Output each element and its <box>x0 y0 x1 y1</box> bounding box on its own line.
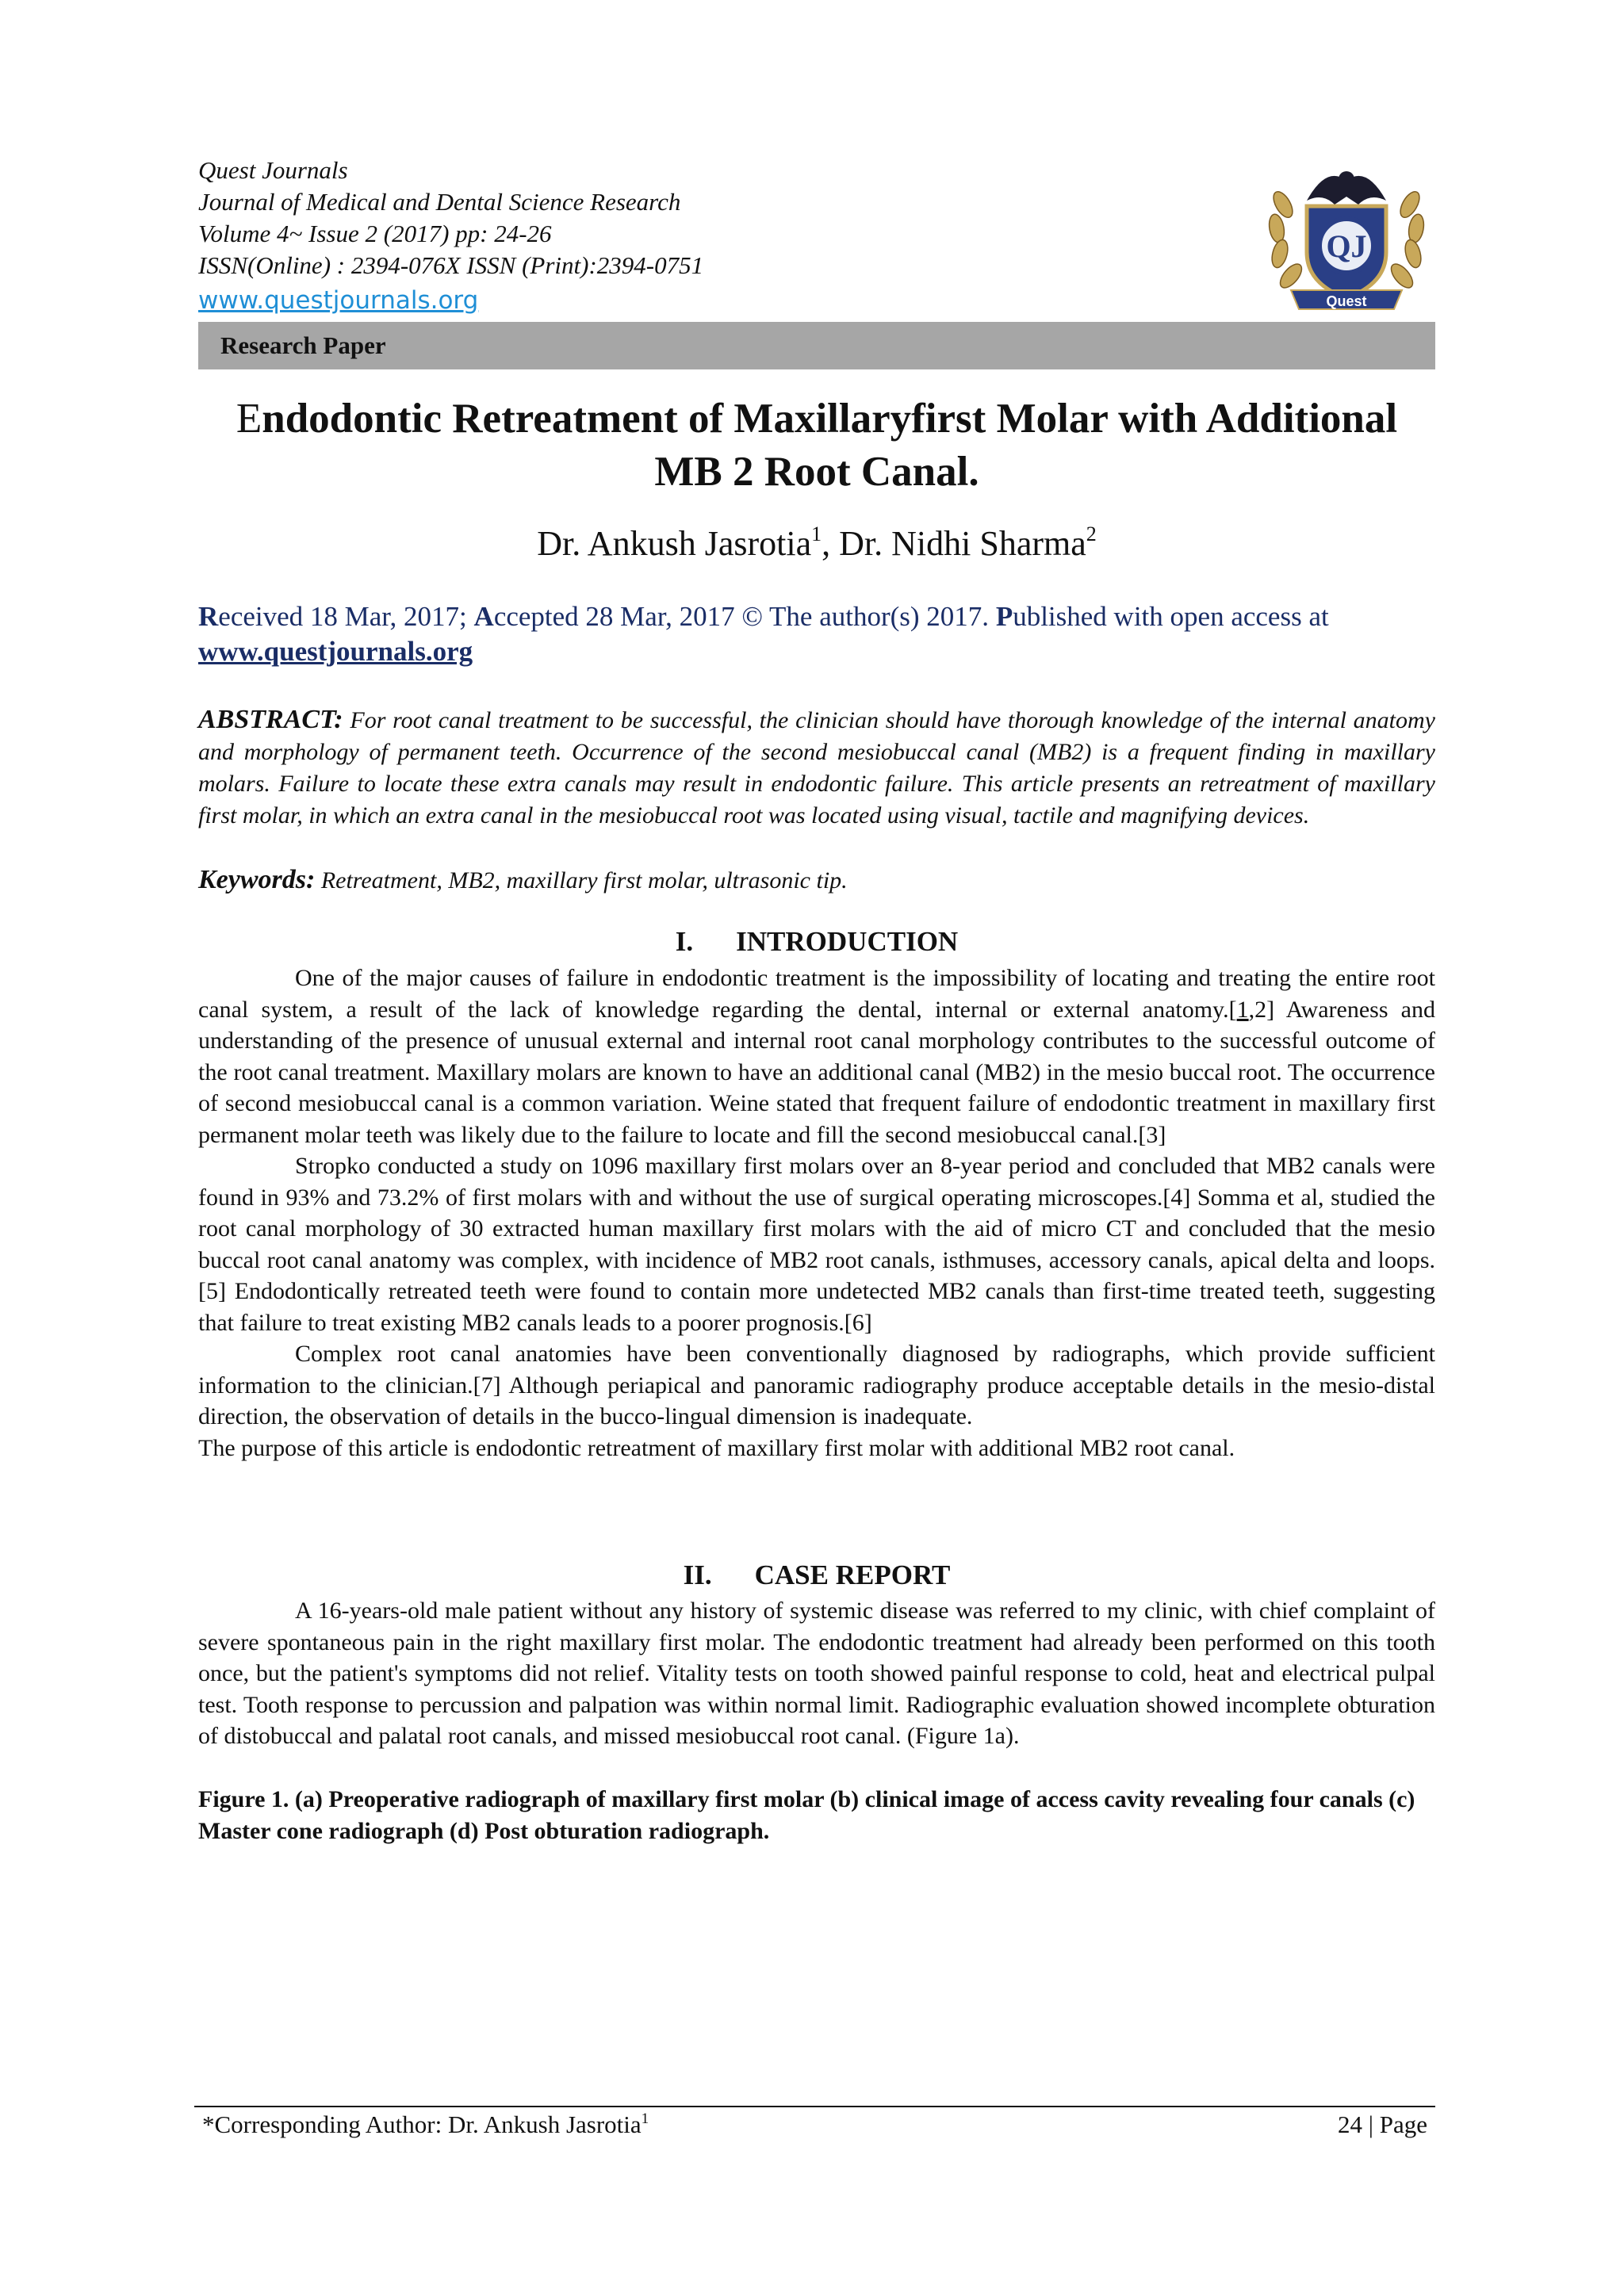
keywords-label: Keywords: <box>198 865 316 894</box>
paragraph-text: ,2] Awareness and understanding of the presence of unusual external and internal root canal morphology contributes to the successful outcome of the root canal treatment. Maxillary molars are known to have an additional canal (MB2) in the mesio buccal root. The occurrence of second mesiobuccal canal is a common variation. Weine stated that frequent failure of endodontic treatment in maxillary first permanent molar teeth was likely due to the failure to locate and fill the second mesiobuccal canal.[3] <box>198 996 1435 1148</box>
section-title: CASE REPORT <box>754 1559 951 1590</box>
quest-journals-logo <box>1259 157 1434 316</box>
received-text: eceived 18 Mar, 2017; <box>218 601 474 632</box>
abstract-text: For root canal treatment to be successful, the clinician should have thorough knowledge of the internal anatomy and morphology of permanent teeth. Occurrence of the second mesiobuccal canal (MB2) is a frequent finding in maxillary molars. Failure to locate these extra canals may result in endodontic failure. This article presents an retreatment of maxillary first molar, in which an extra canal in the mesiobuccal root was located using visual, tactile and magnifying devices. <box>198 707 1435 828</box>
paragraph: The purpose of this article is endodontic retreatment of maxillary first molar with additional MB2 root canal. <box>198 1434 1235 1461</box>
title-line1: ndodontic Retreatment of Maxillaryfirst Molar with Additional <box>262 396 1398 442</box>
section-number: II. <box>683 1559 712 1590</box>
section-heading-case-report <box>198 1559 1435 1591</box>
section-number: I. <box>675 926 694 957</box>
title-line2: MB 2 Root Canal. <box>654 449 979 495</box>
paper-type-label: Research Paper <box>220 331 386 359</box>
logo-ribbon-text: Quest <box>1326 293 1367 309</box>
author-affiliation-mark: 2 <box>1086 522 1097 545</box>
author-name: Dr. Nidhi Sharma <box>839 524 1086 563</box>
journal-url-link[interactable]: www.questjournals.org <box>198 286 479 315</box>
author-separator: , <box>822 524 840 563</box>
journal-header <box>198 155 1229 316</box>
footer-divider <box>194 2106 1435 2107</box>
accepted-text: ccepted 28 Mar, 2017 © The author(s) 2017. <box>493 601 996 632</box>
journal-line: Quest Journals <box>198 156 348 184</box>
author-list <box>198 523 1435 564</box>
abstract <box>198 704 1435 832</box>
page-number: 24 | Page <box>1338 2110 1427 2138</box>
logo-letters: QJ <box>1326 228 1367 264</box>
paragraph <box>198 962 1435 1150</box>
figure-caption: Figure 1. (a) Preoperative radiograph of maxillary first molar (b) clinical image of access cavity revealing four canals (c) Master cone radiograph (d) Post obturation radiograph. <box>198 1786 1415 1844</box>
corresponding-author-footnote <box>202 2110 649 2139</box>
published-text: ublished with open access at <box>1013 601 1329 632</box>
author-name: Dr. Ankush Jasrotia <box>537 524 812 563</box>
paper-type-bar <box>198 322 1435 369</box>
accepted-initial: A <box>473 601 494 632</box>
section-heading-introduction <box>198 926 1435 958</box>
paragraph: A 16-years-old male patient without any history of systemic disease was referred to my clinic, with chief complaint of severe spontaneous pain in the right maxillary first molar. The endodontic treatment had already been performed on this tooth once, but the patient's symptoms did not relief. Vitality tests on tooth showed painful response to cold, heat and electrical pulpal test. Tooth response to percussion and palpation was within normal limit. Radiographic evaluation showed incomplete obturation of distobuccal and palatal root canals, and missed mesiobuccal root canal. (Figure 1a). <box>198 1598 1435 1749</box>
published-initial: P <box>995 601 1013 632</box>
paper-title <box>198 392 1435 499</box>
received-accepted-line <box>198 599 1435 669</box>
title-first-letter: E <box>236 396 262 442</box>
section-title: INTRODUCTION <box>736 926 959 957</box>
abstract-label: ABSTRACT: <box>198 705 343 734</box>
keywords <box>198 864 1435 897</box>
journal-website-link[interactable]: www.questjournals.org <box>198 636 473 667</box>
journal-line: Volume 4~ Issue 2 (2017) pp: 24-26 <box>198 220 552 247</box>
introduction-body <box>198 962 1435 1464</box>
paragraph: Stropko conducted a study on 1096 maxillary first molars over an 8-year period and concluded that MB2 canals were found in 93% and 73.2% of first molars with and without the use of surgical operating microscopes.[4] Somma et al, studied the root canal morphology of 30 extracted human maxillary first molars with the aid of micro CT and concluded that the mesio buccal root canal anatomy was complex, with incidence of MB2 root canals, isthmuses, accessory canals, apical delta and loops.[5] Endodontically retreated teeth were found to contain more undetected MB2 canals than first-time treated teeth, suggesting that failure to treat existing MB2 canals leads to a poorer prognosis.[6] <box>198 1153 1435 1336</box>
paragraph: Complex root canal anatomies have been conventionally diagnosed by radiographs, which provide sufficient information to the clinician.[7] Although periapical and panoramic radiography produce acceptable details in the mesio-distal direction, the observation of details in the bucco-lingual dimension is inadequate. <box>198 1341 1435 1429</box>
case-report-body <box>198 1595 1435 1752</box>
received-initial: R <box>198 601 219 632</box>
paragraph-text: One of the major causes of failure in endodontic treatment is the impossibility of locating and treating the entire root canal system, a result of the lack of knowledge regarding the dental, internal or external anatomy.[ <box>198 965 1435 1023</box>
corresponding-author-mark: 1 <box>641 2110 649 2127</box>
corresponding-author-text: *Corresponding Author: Dr. Ankush Jasrotia <box>202 2110 642 2138</box>
journal-line: ISSN(Online) : 2394-076X ISSN (Print):2394-0751 <box>198 251 704 279</box>
keywords-text: Retreatment, MB2, maxillary first molar, ultrasonic tip. <box>320 867 848 894</box>
reference-link[interactable]: 1 <box>1236 996 1249 1023</box>
author-affiliation-mark: 1 <box>811 522 822 545</box>
journal-line: Journal of Medical and Dental Science Research <box>198 188 681 216</box>
